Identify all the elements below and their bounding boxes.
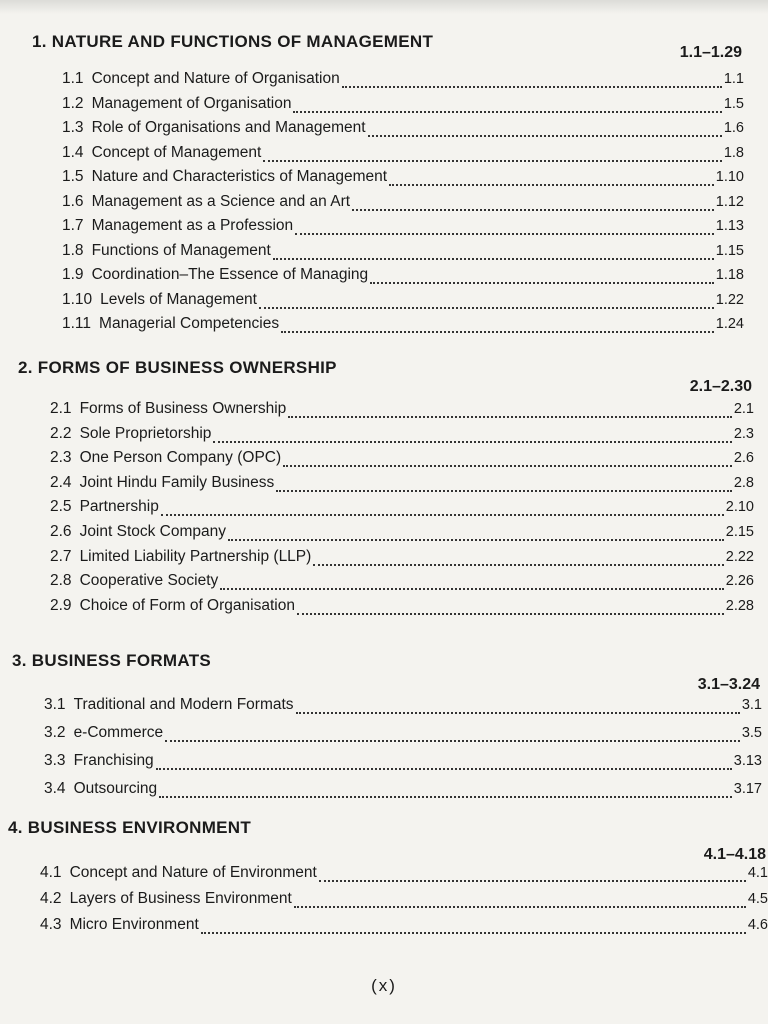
dot-leader	[281, 317, 714, 333]
entry-title: Management of Organisation	[91, 94, 292, 112]
entry-title: Cooperative Society	[79, 572, 219, 590]
entry-number: 2.4	[50, 473, 72, 491]
entry-title: Franchising	[73, 752, 154, 769]
entry-page: 1.22	[715, 291, 744, 308]
entry-number: 1.8	[62, 241, 84, 259]
dot-leader	[288, 402, 732, 418]
entry-title: Functions of Management	[91, 241, 271, 259]
entry-number: 2.6	[50, 523, 72, 540]
entry-title: Nature and Characteristics of Management	[91, 168, 388, 185]
chapter-page-range: 2.1–2.30	[689, 378, 752, 395]
entry-title: Layers of Business Environment	[69, 890, 292, 907]
dot-leader	[263, 146, 722, 162]
dot-leader	[220, 574, 723, 590]
entry-title: Management as a Science and an Art	[91, 192, 351, 210]
toc-entry	[62, 242, 744, 260]
toc-entry	[62, 291, 744, 309]
dot-leader	[161, 500, 724, 516]
dot-leader	[352, 195, 714, 211]
entry-title: Concept and Nature of Environment	[69, 864, 317, 881]
dot-leader	[259, 293, 714, 309]
dot-leader	[342, 72, 722, 88]
toc-entry	[44, 752, 762, 770]
entry-title: Choice of Form of Organisation	[79, 596, 295, 614]
entry-number: 4.3	[40, 916, 62, 933]
toc-entry	[62, 70, 744, 88]
toc-entry	[50, 498, 754, 516]
entry-number: 3.1	[44, 696, 66, 713]
entry-page: 2.3	[733, 425, 754, 442]
toc-entry	[44, 780, 762, 798]
entry-page: 2.22	[725, 548, 754, 565]
entry-page: 3.5	[741, 725, 762, 741]
toc-entry	[40, 890, 768, 908]
entry-title: Role of Organisations and Management	[91, 119, 366, 136]
entry-page: 2.8	[733, 474, 754, 491]
entry-page: 2.28	[725, 597, 754, 614]
dot-leader	[294, 892, 746, 908]
toc-entry	[62, 315, 744, 333]
chapter-heading: 2. FORMS OF BUSINESS OWNERSHIP	[18, 358, 337, 377]
toc-entry	[50, 597, 754, 615]
entry-page: 3.13	[733, 753, 762, 769]
toc-entry	[50, 572, 754, 590]
entry-page: 1.12	[715, 193, 744, 210]
entry-title: Coordination–The Essence of Managing	[91, 266, 369, 283]
chapter-heading: 1. NATURE AND FUNCTIONS OF MANAGEMENT	[32, 32, 434, 51]
entry-page: 2.15	[725, 524, 754, 540]
entry-page: 3.1	[741, 697, 762, 713]
dot-leader	[276, 476, 732, 492]
dot-leader	[201, 918, 746, 934]
dot-leader	[228, 525, 724, 541]
toc-entry	[62, 144, 744, 162]
entry-page: 1.8	[723, 144, 744, 161]
entry-number: 1.11	[62, 315, 92, 332]
entry-title: Management as a Profession	[91, 217, 294, 234]
entry-number: 1.1	[62, 70, 84, 87]
toc-entry	[44, 724, 762, 742]
entry-page: 4.6	[747, 917, 768, 933]
entry-number: 2.3	[50, 449, 72, 467]
entry-number: 3.3	[44, 752, 66, 769]
entry-page: 3.17	[733, 781, 762, 797]
page-top-shadow	[0, 0, 768, 14]
entry-title: Managerial Competencies	[99, 315, 280, 332]
chapter-page-range: 4.1–4.18	[703, 846, 766, 863]
chapter-heading: 4. BUSINESS ENVIRONMENT	[8, 818, 252, 837]
entry-title: Concept of Management	[91, 143, 262, 161]
dot-leader	[297, 599, 724, 615]
dot-leader	[368, 121, 722, 137]
toc-entry	[62, 193, 744, 211]
entry-number: 3.4	[44, 780, 66, 797]
dot-leader	[165, 726, 740, 742]
entry-title: Limited Liability Partnership (LLP)	[79, 547, 312, 565]
entry-number: 2.8	[50, 572, 72, 590]
entry-page: 4.1	[747, 865, 768, 881]
entry-number: 2.5	[50, 498, 72, 516]
dot-leader	[159, 782, 732, 798]
toc-entry	[62, 119, 744, 137]
chapter-page-range: 3.1–3.24	[697, 676, 760, 693]
dot-leader	[370, 268, 714, 284]
entry-number: 2.7	[50, 547, 72, 565]
chapter-heading: 3. BUSINESS FORMATS	[12, 651, 212, 670]
toc-entry	[44, 696, 762, 714]
entry-title: Levels of Management	[100, 290, 257, 308]
entry-title: Sole Proprietorship	[79, 424, 212, 442]
dot-leader	[296, 698, 740, 714]
dot-leader	[293, 97, 721, 113]
entry-number: 1.7	[62, 217, 84, 234]
entry-number: 1.2	[62, 94, 84, 112]
entry-page: 1.5	[723, 95, 744, 112]
toc-entry	[50, 449, 754, 467]
entry-title: Outsourcing	[73, 780, 158, 797]
entry-number: 1.9	[62, 266, 84, 283]
chapter-page-range: 1.1–1.29	[679, 44, 742, 61]
entry-page: 1.6	[723, 120, 744, 136]
entry-title: Joint Hindu Family Business	[79, 473, 275, 491]
entry-page: 1.1	[723, 71, 744, 87]
entry-page: 4.5	[747, 891, 768, 907]
dot-leader	[283, 451, 732, 467]
entry-page: 1.15	[715, 242, 744, 259]
entry-page: 1.13	[715, 218, 744, 234]
toc-entry	[50, 425, 754, 443]
entry-number: 1.5	[62, 168, 84, 185]
toc-entry	[50, 523, 754, 541]
page-number-footer: (x)	[371, 976, 397, 995]
dot-leader	[319, 866, 746, 882]
entry-page: 1.10	[715, 169, 744, 185]
dot-leader	[295, 219, 714, 235]
entry-number: 1.10	[62, 290, 93, 308]
toc-entry	[62, 266, 744, 284]
entry-number: 2.2	[50, 424, 72, 442]
toc-entry	[40, 916, 768, 934]
entry-title: e-Commerce	[73, 724, 164, 741]
toc-entry	[40, 864, 768, 882]
entry-title: Forms of Business Ownership	[79, 400, 287, 417]
toc-entry	[62, 95, 744, 113]
toc-entry	[50, 400, 754, 418]
entry-page: 2.1	[733, 401, 754, 417]
entry-number: 4.2	[40, 890, 62, 907]
entry-page: 1.18	[715, 267, 744, 283]
toc-entry	[62, 217, 744, 235]
dot-leader	[273, 244, 714, 260]
dot-leader	[213, 427, 731, 443]
entry-title: Traditional and Modern Formats	[73, 696, 294, 713]
entry-number: 1.4	[62, 143, 84, 161]
entry-number: 1.3	[62, 119, 84, 136]
toc-entry	[62, 168, 744, 186]
entry-number: 2.1	[50, 400, 72, 417]
dot-leader	[389, 170, 714, 186]
dot-leader	[156, 754, 732, 770]
entry-title: Concept and Nature of Organisation	[91, 70, 340, 87]
entry-title: Joint Stock Company	[79, 523, 227, 540]
entry-title: Partnership	[79, 498, 159, 516]
toc-entry	[50, 474, 754, 492]
entry-title: One Person Company (OPC)	[79, 449, 282, 467]
entry-number: 3.2	[44, 724, 66, 741]
entry-number: 2.9	[50, 596, 72, 614]
entry-page: 2.26	[725, 573, 754, 590]
entry-title: Micro Environment	[69, 916, 199, 933]
dot-leader	[313, 550, 723, 566]
entry-page: 2.6	[733, 450, 754, 467]
entry-number: 4.1	[40, 864, 62, 881]
entry-number: 1.6	[62, 192, 84, 210]
entry-page: 2.10	[725, 499, 754, 516]
toc-entry	[50, 548, 754, 566]
entry-page: 1.24	[715, 316, 744, 332]
